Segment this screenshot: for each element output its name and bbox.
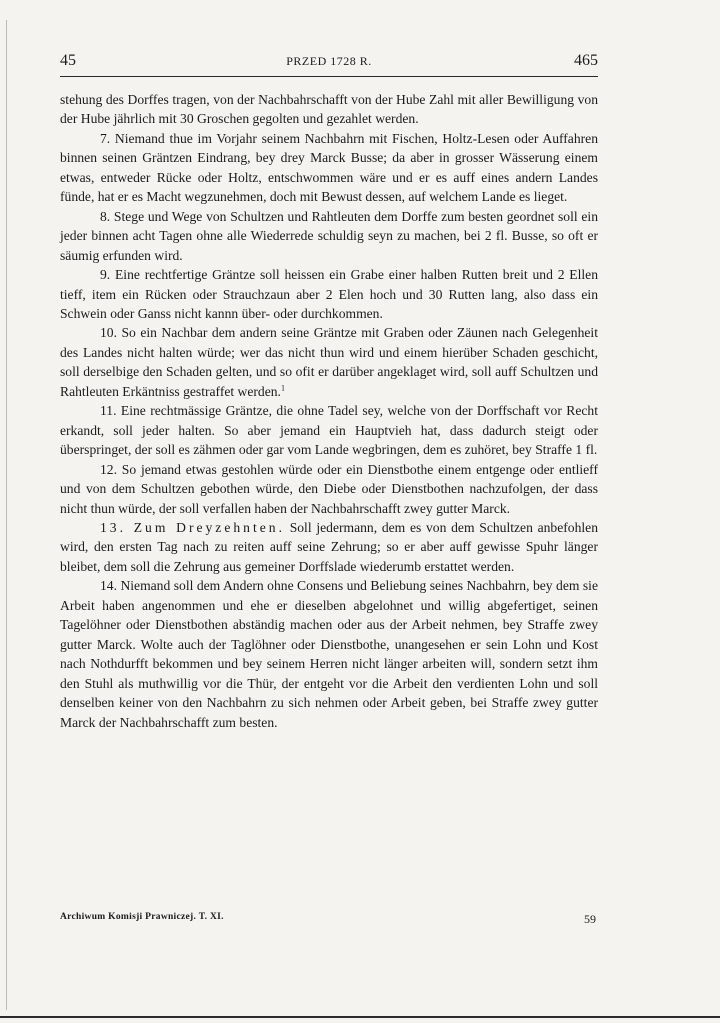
paragraph-14: 14. Niemand soll dem Andern ohne Consens und Beliebung seines Nachbahrn, bey dem sie Arbeit haben angenommen und ehe er dieselben abgelohnet und willig abgefertiget, seinen Tagelöhner oder Dienstbothen abständig machen oder aus der Arbeit nehmen, bey Straffe zwey gutter Marck. Wolte auch der Taglöhner oder Dienstbothe, unangesehen er sein Lohn und Kost nach Nothdurfft bekommen und bey seinem Herren nicht länger arbeiten will, sondern setzt ihm den Stuhl als muthwillig vor die Thür, der entgeht vor die Arbeit den verdienten Lohn und soll denselben keiner von den Nachbahrn zu sich nehmen oder Arbeit geben, bei Straffe zwey gutter Marck der Nachbahrschafft zum besten. <box>60 578 598 730</box>
paragraph-13 <box>60 518 598 576</box>
header-divider <box>60 76 598 77</box>
paragraph-13-heading: 13. Zum Dreyzehnten. <box>100 519 285 535</box>
paragraph-continuation: stehung des Dorffes tragen, von der Nachbahrschafft von der Hube Zahl mit aller Bewilligung von der Hube jährlich mit 30 Groschen gegolten und gezahlet werden. <box>60 92 598 127</box>
body-text <box>60 90 598 732</box>
paragraph-8: 8. Stege und Wege von Schultzen und Rahtleuten dem Dorffe zum besten geordnet soll ein jeder binnen acht Tagen ohne alle Wiederrede schuldig seyn zu machen, bei 2 fl. Busse, so oft er säumig erfunden wird. <box>60 208 598 263</box>
page-footer <box>60 908 598 928</box>
paragraph-7: 7. Niemand thue im Vorjahr seinem Nachbahrn mit Fischen, Holtz-Lesen oder Auffahren binnen seinen Gräntzen Eindrang, bey drey Marck Busse; da aber in grosser Wässerung einem etwas, entweder Rücke oder Holtz, entschwommen wäre und er es auff eines andern Landes fünde, hat er es Macht wegzunehmen, doch mit Bewust dessen, auf welchem Lande es lieget. <box>60 130 598 205</box>
signature-number: 59 <box>584 912 596 926</box>
running-title: PRZED 1728 R. <box>286 54 372 68</box>
publication-note: Archiwum Komisji Prawniczej. T. XI. <box>60 912 224 922</box>
page-header <box>60 52 598 74</box>
paragraph-10-text: 10. So ein Nachbar dem andern seine Gräntze mit Graben oder Zäunen nach Gelegenheit des Landes nicht halten würde; wer das nicht thun wird und einem hierüber Schaden geschicht, soll derselbige den Schaden gelten, und so ofit er darüber angeklaget wird, soll auff Schultzen und Rahtleuten Erkäntniss gestraffet werden. <box>60 325 598 399</box>
bottom-edge-line <box>0 1016 720 1018</box>
paragraph-13-text: Soll jedermann, dem es von dem Schultzen anbefohlen wird, den ersten Tag nach zu reiten auff seine Zehrung; so er aber auff gewisse Spuhr länger bleibet, dem soll die Zehrung aus gemeiner Dorffslade wiederumb erstattet werden. <box>60 519 598 574</box>
paragraph-11: 11. Eine rechtmässige Gräntze, die ohne Tadel sey, welche von der Dorffschaft vor Recht erkandt, soll jeder halten. So aber jemand ein Hauptvieh hat, dass dadurch steigt oder überspringet, der soll es zähmen oder gar vom Lande wegbringen, dem es zuhöret, bey Straffe 1 fl. <box>60 403 598 458</box>
paragraph-9: 9. Eine rechtfertige Gräntze soll heissen ein Grabe einer halben Rutten breit und 2 Ellen tieff, item ein Rücken oder Strauchzaun aber 2 Elen hoch und 30 Rutten lang, also dass ein Schwein oder Ganss nicht kannn über- oder durchkommen. <box>60 267 598 321</box>
left-page-number: 45 <box>60 52 76 69</box>
paragraph-12: 12. So jemand etwas gestohlen würde oder ein Dienstbothe einem entgenge oder entlieff und von dem Schultzen gebothen würde, den Diebe oder Dienstbothen nachzufolgen, der dass nicht thun würde, der soll verfallen haben der Nachbahrschafft zwey gutter Marck. <box>60 461 598 516</box>
scan-edge-line <box>6 20 7 1010</box>
right-page-number: 465 <box>574 52 598 69</box>
paragraph-10 <box>60 323 598 401</box>
footnote-marker: 1 <box>280 383 285 393</box>
